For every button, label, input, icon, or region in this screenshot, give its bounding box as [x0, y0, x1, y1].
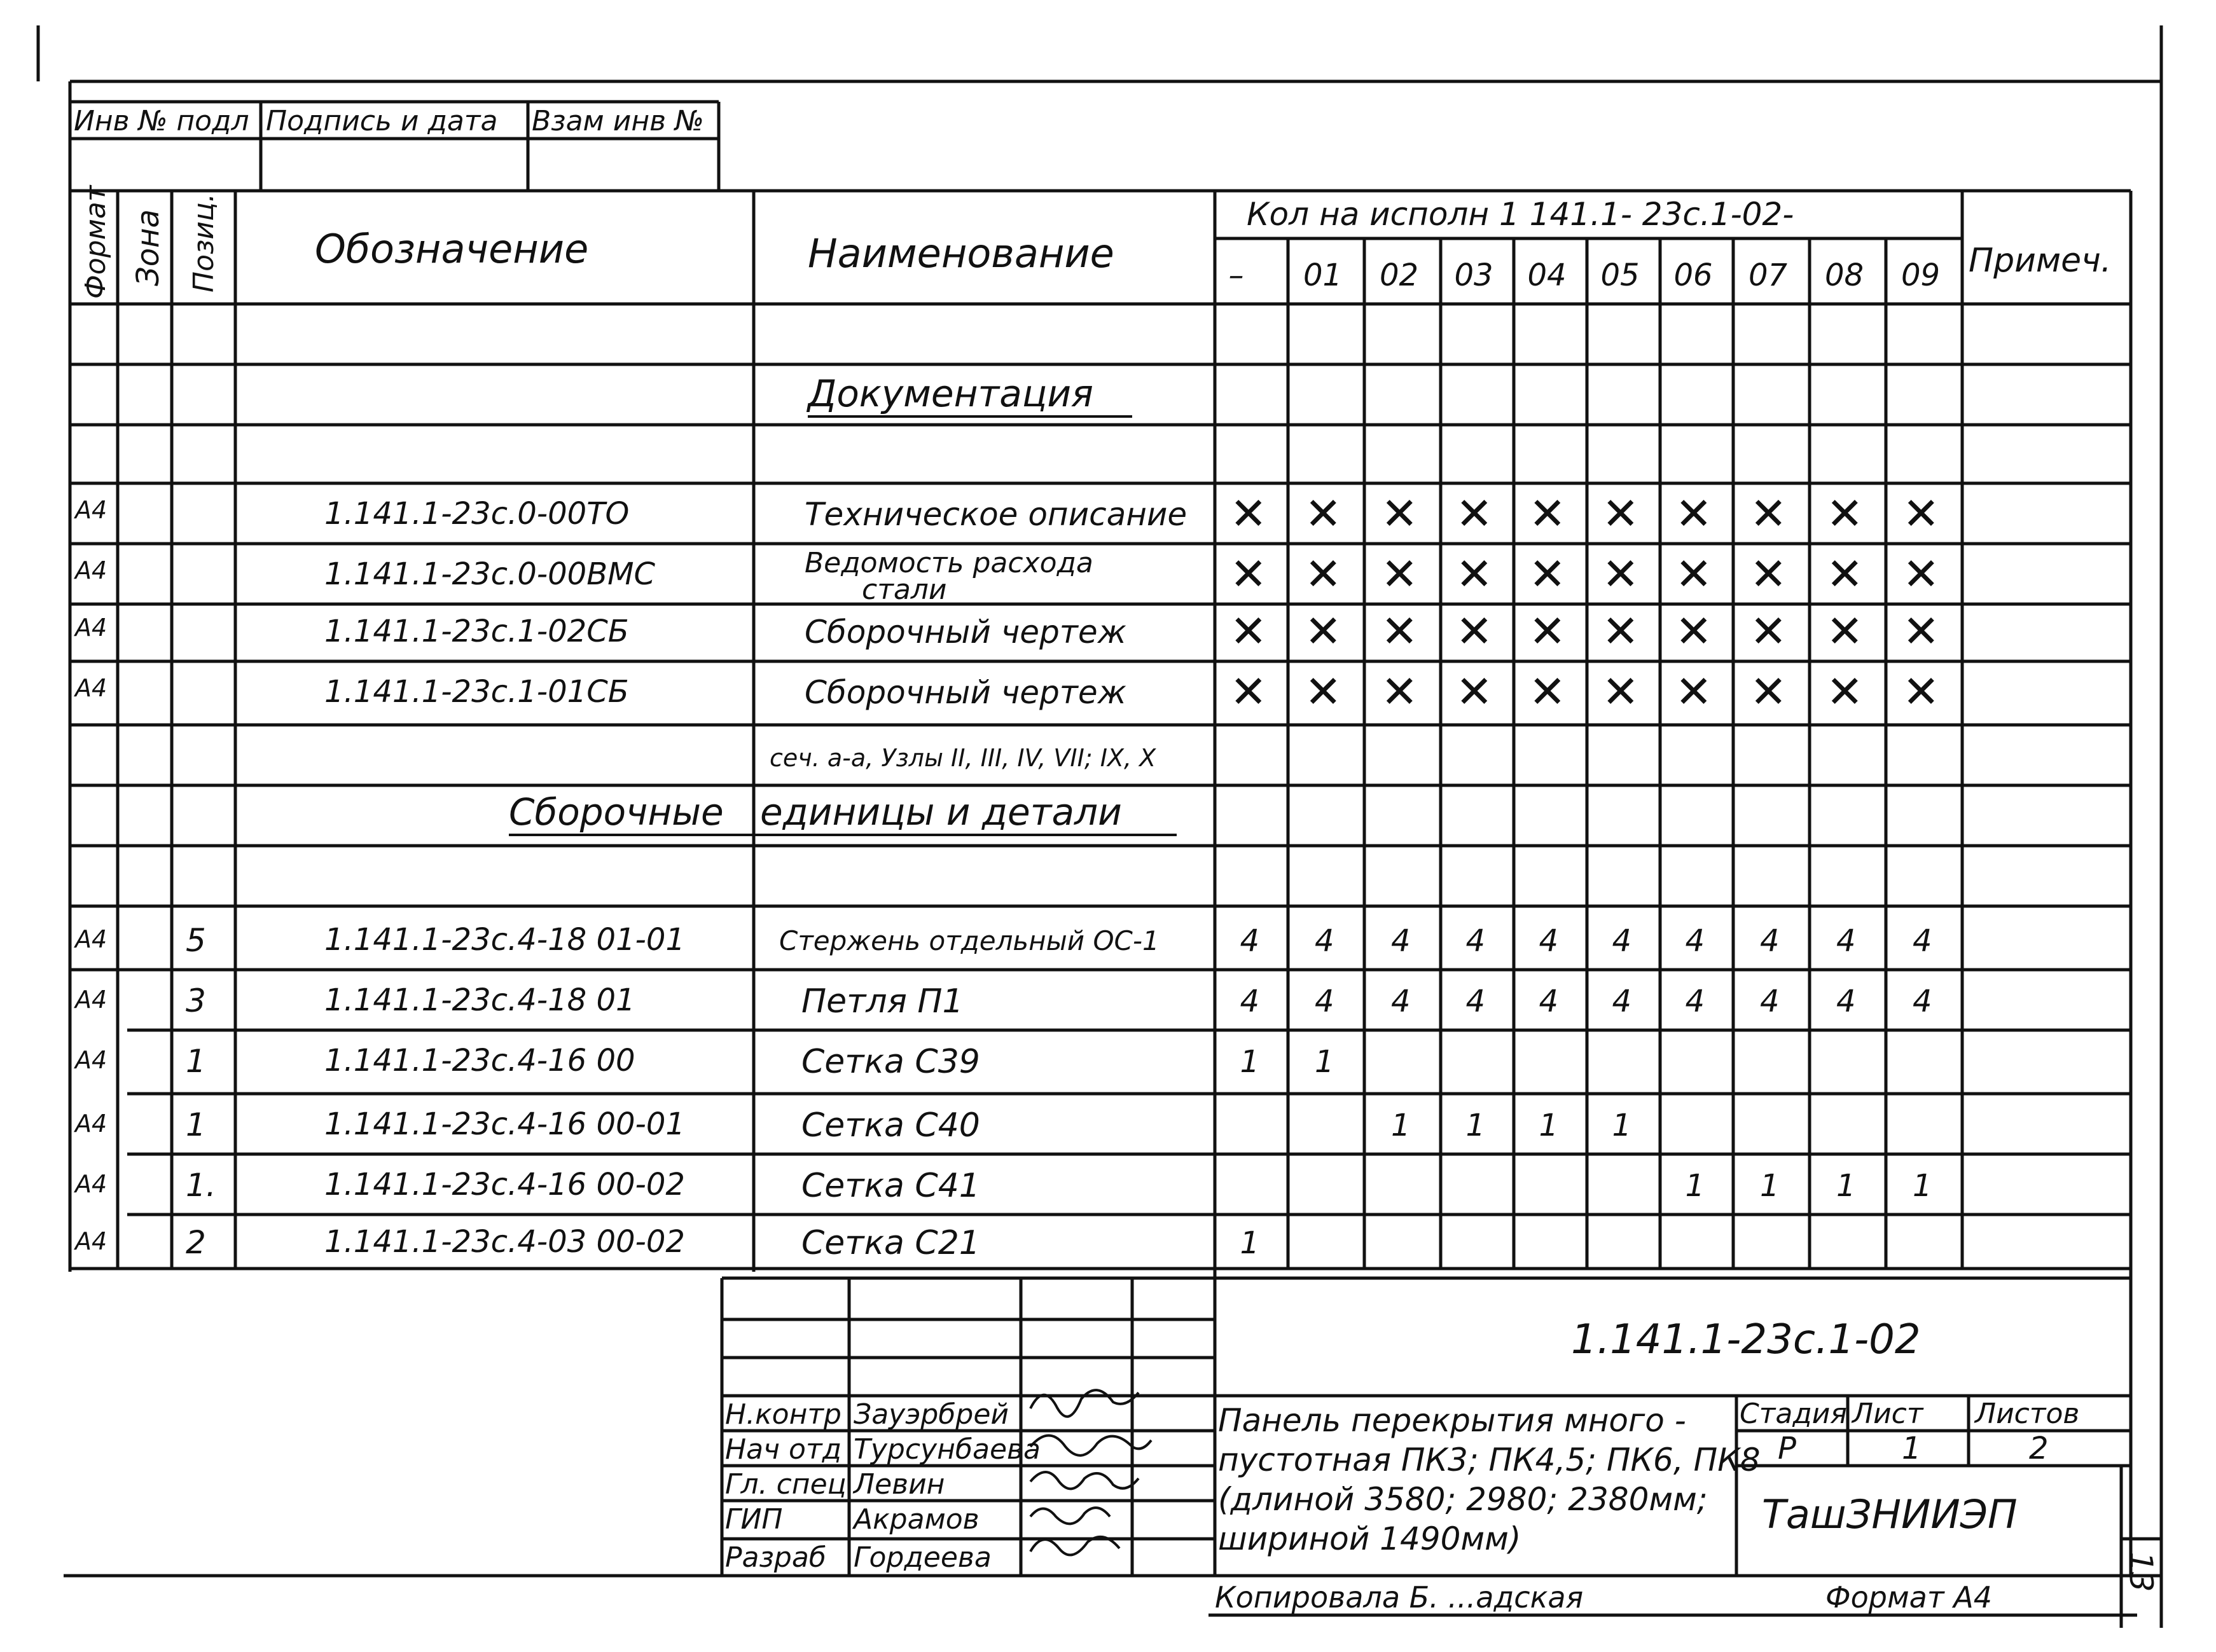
name-cell: Техническое описание	[805, 496, 1188, 533]
variant-header: 03	[1454, 258, 1493, 293]
x-mark: ✕	[1826, 488, 1864, 540]
qty-cell: 4	[1465, 984, 1486, 1019]
stamp-role: ГИП	[725, 1503, 783, 1536]
stamp-name: Зауэрбрей	[854, 1398, 1009, 1431]
name-cell: Сетка С41	[801, 1167, 980, 1205]
header-oboznachenie: Обозначение	[315, 226, 589, 272]
copied-by: Копировала Б. ...адская	[1215, 1580, 1584, 1614]
qty-cell: 4	[1836, 923, 1856, 959]
designation-cell: 1.141.1-23с.1-02СБ	[324, 614, 629, 649]
qty-cell: 4	[1685, 923, 1705, 959]
qty-cell: 1	[1391, 1108, 1411, 1143]
x-mark: ✕	[1455, 548, 1493, 600]
qty-cell: 1	[1760, 1168, 1780, 1204]
x-mark: ✕	[1381, 488, 1418, 540]
x-mark: ✕	[1305, 605, 1342, 657]
designation-cell: 1.141.1-23с.4-18 01-01	[324, 922, 685, 958]
x-mark: ✕	[1229, 666, 1268, 718]
position-cell: 1	[186, 1106, 206, 1143]
x-mark: ✕	[1902, 548, 1940, 600]
designation-cell: 1.141.1-23с.4-16 00-01	[324, 1106, 685, 1142]
qty-cell: 4	[1391, 923, 1411, 959]
stamp-role: Разраб	[725, 1541, 826, 1574]
format-cell: А4	[75, 986, 107, 1014]
qty-cell: 4	[1240, 984, 1260, 1019]
x-mark: ✕	[1750, 666, 1787, 718]
x-mark: ✕	[1455, 666, 1493, 718]
qty-cell: 1	[1539, 1108, 1559, 1143]
designation-cell: 1.141.1-23с.0-00ВМС	[324, 556, 656, 592]
x-mark: ✕	[1750, 488, 1787, 540]
name-cell: Сетка С21	[801, 1224, 980, 1262]
qty-cell: 4	[1315, 923, 1334, 959]
x-mark: ✕	[1305, 548, 1342, 600]
sheets-label: Листов	[1975, 1398, 2080, 1430]
x-mark: ✕	[1455, 488, 1493, 540]
qty-cell: 4	[1539, 984, 1559, 1019]
position-cell: 3	[186, 982, 206, 1019]
x-mark: ✕	[1229, 605, 1268, 657]
stamp-role: Нач отд	[725, 1433, 842, 1466]
name-cell: Сетка С39	[801, 1043, 980, 1081]
name-cell: Петля П1	[801, 982, 964, 1021]
page-number: 13	[2123, 1552, 2159, 1592]
header-kol-na-ispoln: Кол на исполн 1 141.1- 23с.1-02-	[1247, 196, 1794, 233]
qty-cell: 4	[1391, 984, 1411, 1019]
format-cell: А4	[75, 556, 107, 584]
variant-header: 04	[1527, 258, 1567, 293]
stamp-name: Гордеева	[854, 1541, 992, 1574]
x-mark: ✕	[1826, 605, 1864, 657]
header-format: Формат	[80, 185, 112, 299]
designation-cell: 1.141.1-23с.4-18 01	[324, 982, 635, 1018]
x-mark: ✕	[1381, 666, 1418, 718]
variant-header: –	[1228, 258, 1244, 293]
qty-cell: 4	[1315, 984, 1334, 1019]
qty-cell: 4	[1240, 923, 1260, 959]
format-cell: А4	[75, 674, 107, 702]
qty-cell: 4	[1612, 984, 1632, 1019]
x-mark: ✕	[1602, 548, 1640, 600]
x-mark: ✕	[1902, 605, 1940, 657]
vzam-inv-label: Взам инв №	[532, 105, 704, 137]
x-mark: ✕	[1750, 605, 1787, 657]
x-mark: ✕	[1602, 488, 1640, 540]
x-mark: ✕	[1826, 666, 1864, 718]
x-mark: ✕	[1528, 666, 1567, 718]
x-mark: ✕	[1305, 666, 1342, 718]
format-cell: А4	[75, 1170, 107, 1198]
qty-cell: 4	[1836, 984, 1856, 1019]
sheets-value: 2	[2029, 1431, 2049, 1466]
format-cell: А4	[75, 496, 107, 524]
format-cell: А4	[75, 1227, 107, 1255]
qty-cell: 4	[1612, 923, 1632, 959]
x-mark: ✕	[1455, 605, 1493, 657]
qty-cell: 1	[1465, 1108, 1486, 1143]
x-mark: ✕	[1750, 548, 1787, 600]
podpis-data-label: Подпись и дата	[266, 105, 498, 137]
org-name: ТашЗНИИЭП	[1762, 1491, 2018, 1538]
qty-cell: 4	[1760, 984, 1780, 1019]
x-mark: ✕	[1602, 666, 1640, 718]
variant-header: 08	[1825, 258, 1864, 293]
x-mark: ✕	[1528, 488, 1567, 540]
variant-header: 07	[1749, 258, 1788, 293]
stage-value: Р	[1778, 1431, 1796, 1466]
position-cell: 5	[186, 922, 206, 959]
name-cell: Ведомость расхода	[805, 547, 1093, 579]
qty-cell: 1	[1612, 1108, 1632, 1143]
x-mark: ✕	[1675, 548, 1713, 600]
variant-header: 06	[1673, 258, 1713, 293]
qty-cell: 1	[1315, 1044, 1334, 1080]
qty-cell: 4	[1913, 984, 1932, 1019]
qty-cell: 1	[1913, 1168, 1932, 1204]
stamp-name: Левин	[854, 1468, 945, 1501]
name-cell: Сетка С40	[801, 1106, 980, 1145]
x-mark: ✕	[1528, 605, 1567, 657]
stamp-name: Турсунбаева	[854, 1433, 1041, 1466]
qty-cell: 1	[1836, 1168, 1856, 1204]
name-cell-2: стали	[862, 574, 947, 606]
x-mark: ✕	[1381, 548, 1418, 600]
name-cell: Сборочный чертеж	[805, 614, 1126, 650]
format-cell: А4	[75, 1046, 107, 1074]
x-mark: ✕	[1675, 666, 1713, 718]
x-mark: ✕	[1826, 548, 1864, 600]
qty-cell: 4	[1685, 984, 1705, 1019]
stamp-role: Гл. спец	[725, 1468, 847, 1501]
section-documentation: Документация	[808, 372, 1093, 415]
stamp-name: Акрамов	[854, 1503, 980, 1536]
name-cell: Сборочный чертеж	[805, 674, 1126, 711]
variant-header: 02	[1380, 258, 1419, 293]
section-assembly-left: Сборочные	[509, 790, 724, 834]
x-mark: ✕	[1675, 605, 1713, 657]
name-cell: Стержень отдельный ОС-1	[779, 925, 1160, 956]
variant-header: 09	[1901, 258, 1941, 293]
stamp-title-line: (длиной 3580; 2980; 2380мм;	[1218, 1481, 1708, 1518]
designation-cell: 1.141.1-23с.4-16 00-02	[324, 1167, 685, 1202]
stamp-title-line: Панель перекрытия много -	[1218, 1402, 1686, 1439]
header-zona: Зона	[130, 209, 166, 286]
stamp-role: Н.контр	[725, 1398, 841, 1431]
x-mark: ✕	[1602, 605, 1640, 657]
qty-cell: 4	[1913, 923, 1932, 959]
format-footer: Формат А4	[1825, 1580, 1992, 1614]
x-mark: ✕	[1229, 488, 1268, 540]
header-poz: Позиц.	[188, 193, 220, 293]
format-cell: А4	[75, 925, 107, 953]
variant-header: 01	[1303, 258, 1343, 293]
designation-cell: 1.141.1-23с.4-03 00-02	[324, 1224, 685, 1260]
inv-podl-label: Инв № подл	[74, 105, 249, 137]
qty-cell: 1	[1685, 1168, 1705, 1204]
stamp-code: 1.141.1-23с.1-02	[1571, 1316, 1921, 1363]
x-mark: ✕	[1902, 488, 1940, 540]
qty-cell: 4	[1465, 923, 1486, 959]
x-mark: ✕	[1528, 548, 1567, 600]
header-primech: Примеч.	[1969, 242, 2112, 280]
qty-cell: 1	[1240, 1225, 1260, 1261]
x-mark: ✕	[1229, 548, 1268, 600]
designation-cell: 1.141.1-23с.1-01СБ	[324, 674, 629, 710]
x-mark: ✕	[1381, 605, 1418, 657]
sheet-label: Лист	[1852, 1398, 1923, 1430]
qty-cell: 4	[1539, 923, 1559, 959]
doc-note: сеч. а-а, Узлы II, III, IV, VII; IX, X	[770, 744, 1156, 772]
x-mark: ✕	[1675, 488, 1713, 540]
format-cell: А4	[75, 1110, 107, 1138]
sheet-value: 1	[1902, 1431, 1922, 1466]
designation-cell: 1.141.1-23с.4-16 00	[324, 1043, 635, 1078]
header-naimenovanie: Наименование	[808, 230, 1114, 277]
designation-cell: 1.141.1-23с.0-00ТО	[324, 496, 630, 532]
x-mark: ✕	[1902, 666, 1940, 718]
position-cell: 2	[186, 1224, 206, 1261]
position-cell: 1	[186, 1043, 206, 1080]
stage-label: Стадия	[1740, 1398, 1847, 1430]
qty-cell: 4	[1760, 923, 1780, 959]
stamp-title-line: пустотная ПК3; ПК4,5; ПК6, ПК8	[1218, 1442, 1761, 1478]
stamp-title-line: шириной 1490мм)	[1218, 1520, 1521, 1557]
format-cell: А4	[75, 614, 107, 642]
variant-header: 05	[1600, 258, 1640, 293]
position-cell: 1.	[186, 1167, 216, 1204]
qty-cell: 1	[1240, 1044, 1260, 1080]
x-mark: ✕	[1305, 488, 1342, 540]
section-assembly-right: единицы и детали	[760, 790, 1122, 834]
